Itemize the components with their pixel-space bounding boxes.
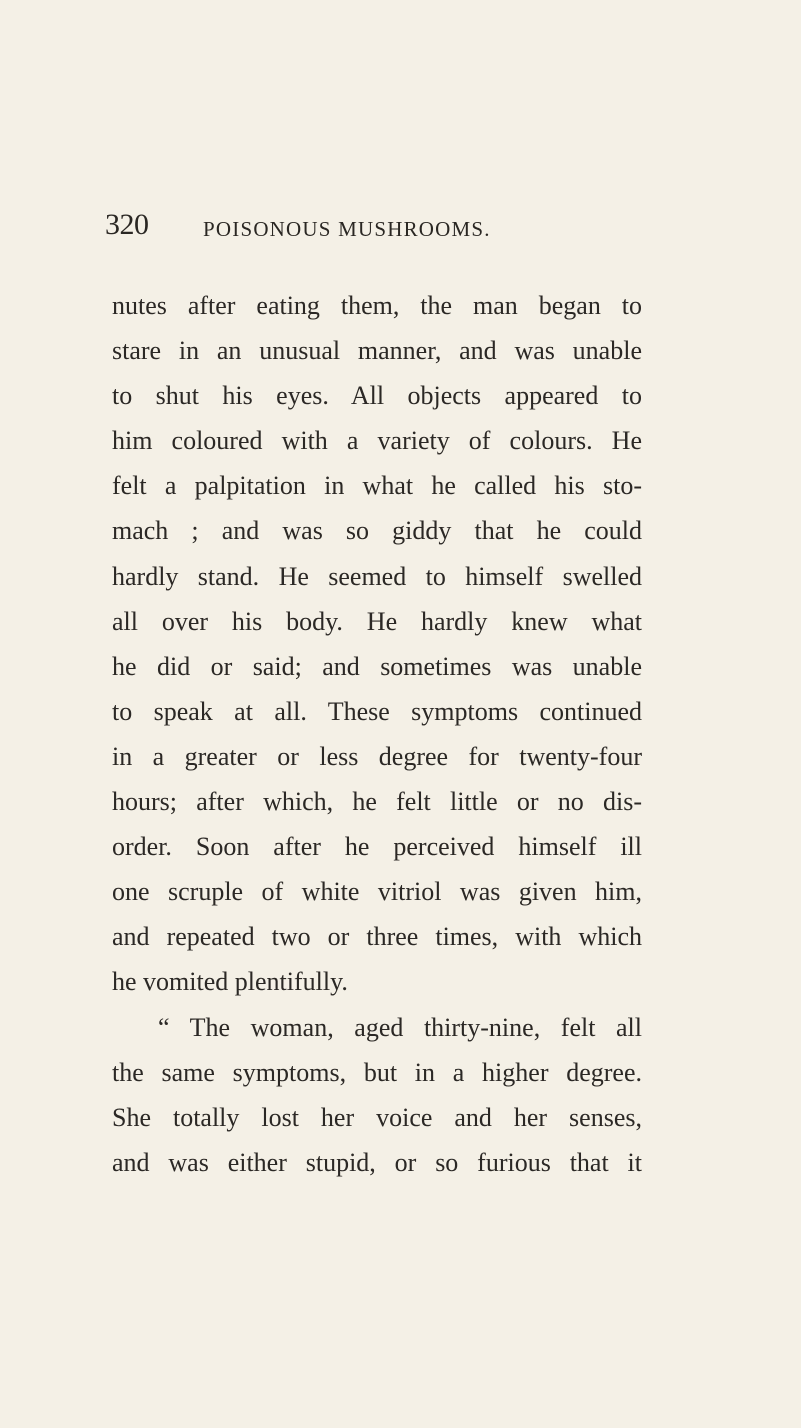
text-line: to shut his eyes. All objects appeared to [112,381,642,411]
text-line: one scruple of white vitriol was given him, [112,877,642,907]
text-line: he vomited plentifully. [112,967,348,997]
text-line: him coloured with a variety of colours. He [112,426,642,456]
text-line: all over his body. He hardly knew what [112,606,642,636]
text-line: hardly stand. He seemed to himself swelled [112,561,642,591]
text-line: nutes after eating them, the man began to [112,291,642,320]
text-line: and was either stupid, or so furious that it [112,1147,642,1177]
text-line: the same symptoms, but in a higher degree. [112,1057,642,1087]
text-line: felt a palpitation in what he called his sto- [112,471,642,501]
text-line: mach ; and was so giddy that he could [112,516,642,546]
text-line: he did or said; and sometimes was unable [112,651,642,681]
text-line: order. Soon after he perceived himself ill [112,832,642,862]
text-line: “ The woman, aged thirty-nine, felt all [158,1012,642,1042]
text-line: hours; after which, he felt little or no dis- [112,787,642,817]
text-line: in a greater or less degree for twenty-four [112,741,642,771]
page-number: 320 [105,208,149,241]
text-line: She totally lost her voice and her senses, [112,1102,642,1132]
text-line: to speak at all. These symptoms continued [112,696,642,726]
running-head: POISONOUS MUSHROOMS. [203,217,491,241]
page-header [105,208,705,248]
text-line: and repeated two or three times, with which [112,922,642,952]
text-line: stare in an unusual manner, and was unable [112,336,642,366]
body-text [112,283,642,1185]
